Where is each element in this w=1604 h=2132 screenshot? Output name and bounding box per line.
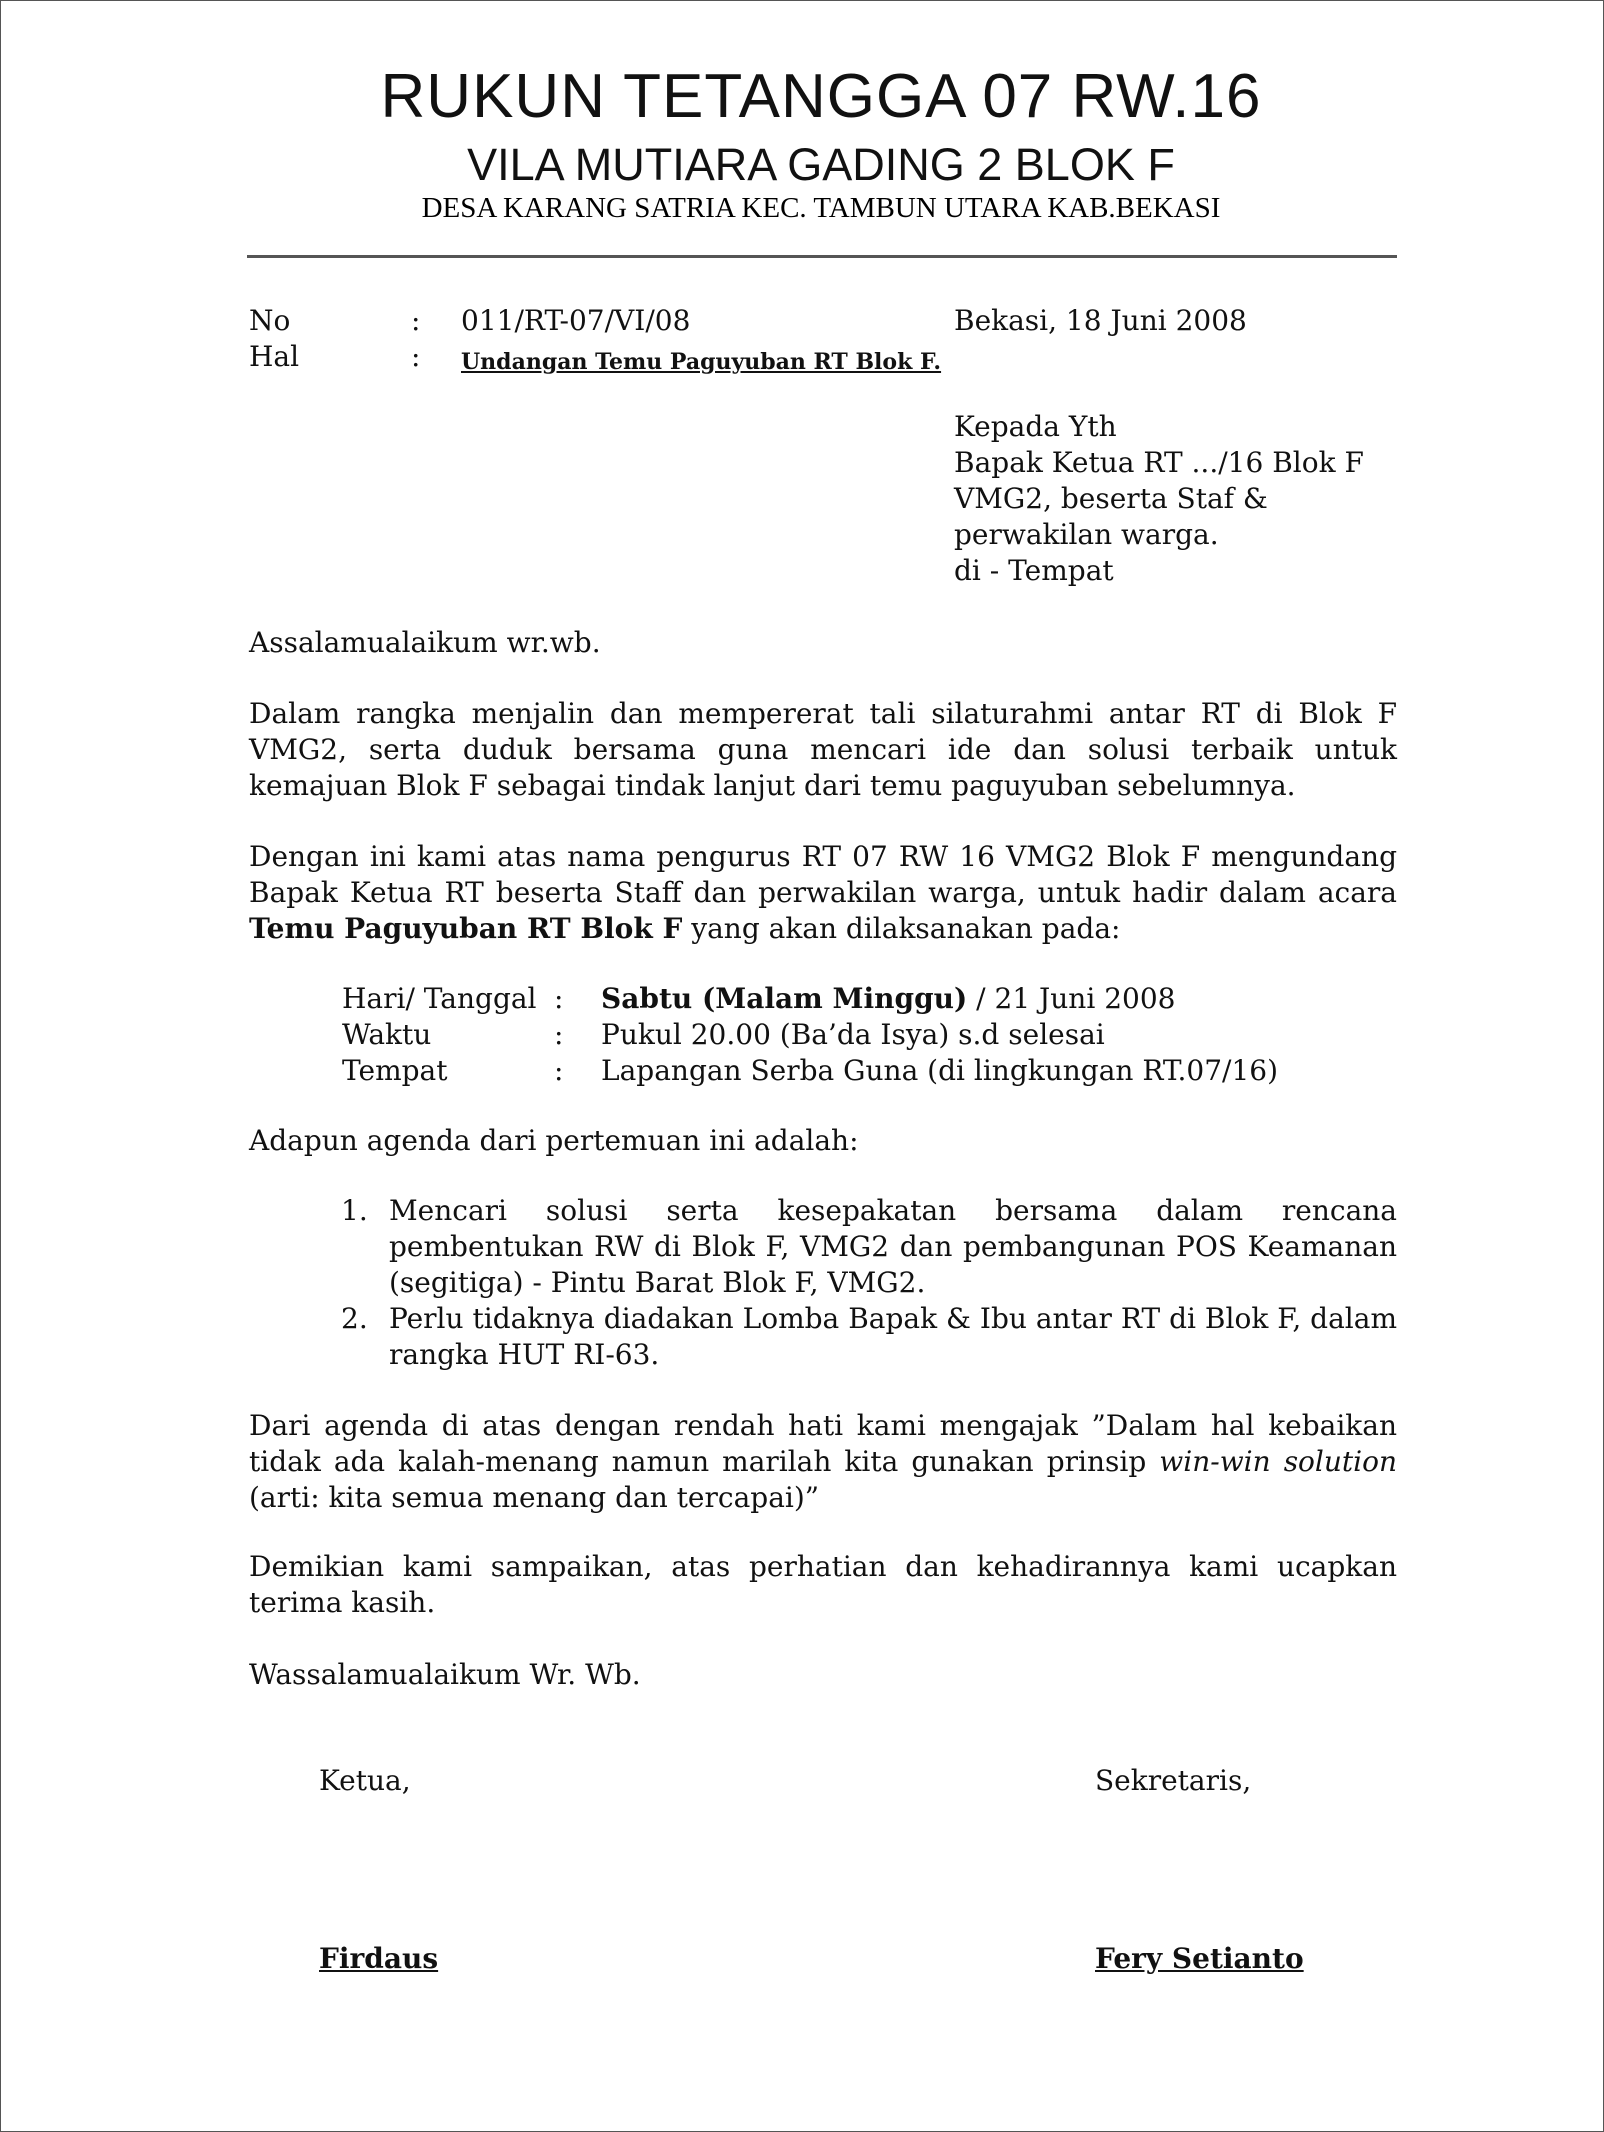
no-colon: : xyxy=(411,304,421,337)
event-name: Temu Paguyuban RT Blok F xyxy=(249,912,683,945)
event-time: Pukul 20.00 (Ba’da Isya) s.d selesai xyxy=(601,1018,1105,1051)
appeal-italic: win-win solution xyxy=(1159,1445,1398,1478)
hal-colon: : xyxy=(411,340,421,373)
header-divider xyxy=(247,255,1397,258)
event-day: Sabtu (Malam Minggu) xyxy=(601,982,968,1015)
invitation-text: Dengan ini kami atas nama pengurus RT 07 RW 16 VMG2 Blok F mengundang Bapak Ketua RT beserta Staff dan perwakilan warga, untuk hadir dalam acara xyxy=(249,840,1397,909)
event-date xyxy=(601,981,1175,1017)
letter-number: 011/RT-07/VI/08 xyxy=(461,304,691,337)
paragraph-appeal xyxy=(249,1408,1397,1516)
time-label: Waktu xyxy=(342,1018,432,1051)
hal-label: Hal xyxy=(249,340,300,373)
appeal-text-end: (arti: kita semua menang dan tercapai)” xyxy=(249,1481,820,1514)
list-item xyxy=(341,1301,1397,1373)
place-colon: : xyxy=(554,1054,564,1087)
paragraph-invitation xyxy=(249,839,1397,947)
greeting: Assalamualaikum wr.wb. xyxy=(249,626,601,659)
recipient-line: VMG2, beserta Staf & xyxy=(954,482,1268,515)
recipient-line: di - Tempat xyxy=(954,554,1114,587)
list-item-text: Perlu tidaknya diadakan Lomba Bapak & Ibu antar RT di Blok F, dalam rangka HUT RI-63. xyxy=(389,1302,1397,1371)
closing-salutation: Wassalamualaikum Wr. Wb. xyxy=(249,1658,641,1691)
day-colon: : xyxy=(554,982,564,1015)
signature-title-left: Ketua, xyxy=(319,1764,411,1797)
time-colon: : xyxy=(554,1018,564,1051)
letter-subject: Undangan Temu Paguyuban RT Blok F. xyxy=(461,349,942,375)
no-label: No xyxy=(249,304,291,337)
list-item xyxy=(341,1193,1397,1301)
letterhead-address: DESA KARANG SATRIA KEC. TAMBUN UTARA KAB.BEKASI xyxy=(421,192,1221,224)
signature-title-right: Sekretaris, xyxy=(1095,1764,1252,1797)
recipient-line: perwakilan warga. xyxy=(954,518,1219,551)
recipient-line: Kepada Yth xyxy=(954,410,1117,443)
list-item-number: 1. xyxy=(341,1194,368,1227)
place-label: Tempat xyxy=(342,1054,448,1087)
list-item-text: Mencari solusi serta kesepakatan bersama dalam rencana pembentukan RW di Blok F, VMG2 dan pembangunan POS Keamanan (segitiga) - Pintu Barat Blok F, VMG2. xyxy=(389,1194,1397,1299)
agenda-intro: Adapun agenda dari pertemuan ini adalah: xyxy=(249,1124,859,1157)
recipient-line: Bapak Ketua RT .../16 Blok F xyxy=(954,446,1364,479)
place-date: Bekasi, 18 Juni 2008 xyxy=(954,304,1247,337)
list-item-number: 2. xyxy=(341,1302,368,1335)
invitation-suffix: yang akan dilaksanakan pada: xyxy=(682,912,1121,945)
letterhead-subtitle: VILA MUTIARA GADING 2 BLOK F xyxy=(467,139,1175,190)
signature-name-left: Firdaus xyxy=(319,1942,439,1975)
paragraph-intro: Dalam rangka menjalin dan mempererat tali silaturahmi antar RT di Blok F VMG2, serta duduk bersama guna mencari ide dan solusi terbaik untuk kemajuan Blok F sebagai tindak lanjut dari temu paguyuban sebelumnya. xyxy=(249,697,1397,802)
signature-name-right: Fery Setianto xyxy=(1095,1942,1304,1975)
paragraph-closing: Demikian kami sampaikan, atas perhatian dan kehadirannya kami ucapkan terima kasih. xyxy=(249,1550,1397,1619)
day-label: Hari/ Tanggal xyxy=(342,982,537,1015)
event-place: Lapangan Serba Guna (di lingkungan RT.07/16) xyxy=(601,1054,1278,1087)
appeal-text: Dari agenda di atas dengan rendah hati kami mengajak ”Dalam hal kebaikan tidak ada kalah-menang namun marilah kita gunakan prinsip xyxy=(249,1409,1397,1478)
letterhead-title: RUKUN TETANGGA 07 RW.16 xyxy=(380,62,1262,131)
event-date-rest: / 21 Juni 2008 xyxy=(967,982,1176,1015)
